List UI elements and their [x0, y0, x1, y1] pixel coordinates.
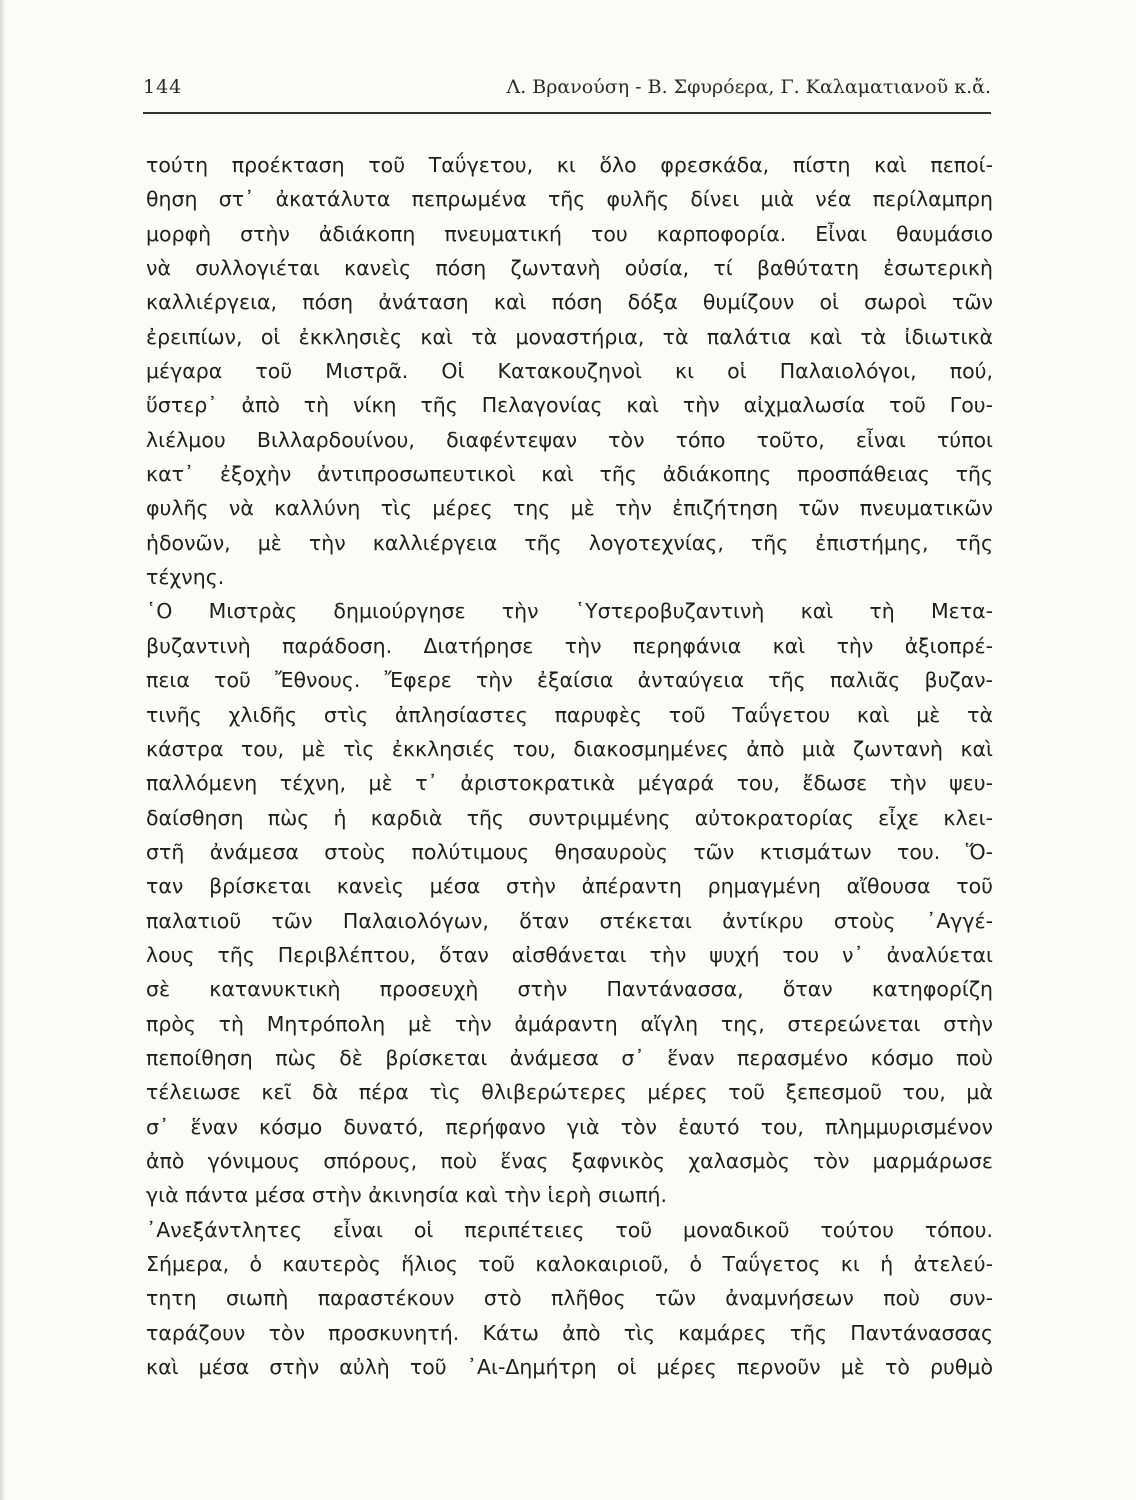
scan-edge-shadow: [0, 0, 6, 1500]
text-line: γιὰ πάντα μέσα στὴν ἀκινησία καὶ τὴν ἱερὴ σιωπή.: [146, 1183, 667, 1208]
text-line: βυζαντινὴ παράδοση. Διατήρησε τὴν περηφάνια καὶ τὴν ἀξιοπρέ-: [146, 633, 993, 658]
text-line: νὰ συλλογιέται κανεὶς πόση ζωντανὴ οὐσία, τί βαθύτατη ἐσωτερικὴ: [146, 256, 993, 281]
text-line: σὲ κατανυκτικὴ προσευχὴ στὴν Παντάνασσα, ὅταν κατηφορίζη: [146, 977, 993, 1002]
text-line: πρὸς τὴ Μητρόπολη μὲ τὴν ἀμάραντη αἴγλη της, στερεώνεται στὴν: [146, 1011, 993, 1036]
text-line: τινῆς χλιδῆς στὶς ἀπλησίαστες παρυφὲς τοῦ Ταΰγετου καὶ μὲ τὰ: [146, 702, 993, 727]
text-line: τητη σιωπὴ παραστέκουν στὸ πλῆθος τῶν ἀναμνήσεων ποὺ συν-: [146, 1286, 993, 1311]
text-line: στῆ ἀνάμεσα στοὺς πολύτιμους θησαυροὺς τῶν κτισμάτων του. Ὅ-: [146, 839, 993, 864]
text-line: λιέλμου Βιλλαρδουίνου, διαφέντεψαν τὸν τόπο τοῦτο, εἶναι τύποι: [146, 427, 993, 452]
text-line: παλατιοῦ τῶν Παλαιολόγων, ὅταν στέκεται ἀντίκρυ στοὺς ᾽Αγγέ-: [146, 908, 993, 933]
header-authors: Λ. Βρανούση - Β. Σφυρόερα, Γ. Καλαματιανοῦ κ.ἄ.: [506, 76, 991, 98]
text-line: ὕστερ᾽ ἀπὸ τὴ νίκη τῆς Πελαγονίας καὶ τὴν αἰχμαλωσία τοῦ Γου-: [146, 393, 993, 418]
text-line: ῾Ο Μιστρὰς δημιούργησε τὴν ῾Υστεροβυζαντινὴ καὶ τὴ Μετα-: [146, 599, 993, 624]
text-line: μέγαρα τοῦ Μιστρᾶ. Οἱ Κατακουζηνοὶ κι οἱ Παλαιολόγοι, πού,: [146, 359, 993, 384]
text-line: καὶ μέσα στὴν αὐλὴ τοῦ ᾽Αι-Δημήτρη οἱ μέρες περνοῦν μὲ τὸ ρυθμὸ: [146, 1355, 993, 1380]
text-line: τούτη προέκταση τοῦ Ταΰγετου, κι ὅλο φρεσκάδα, πίστη καὶ πεποί-: [146, 153, 993, 177]
text-line: καλλιέργεια, πόση ἀνάταση καὶ πόση δόξα θυμίζουν οἱ σωροὶ τῶν: [146, 290, 993, 315]
text-line: παλλόμενη τέχνη, μὲ τ᾽ ἀριστοκρατικὰ μέγαρά του, ἔδωσε τὴν ψευ-: [146, 771, 993, 796]
text-line: λους τῆς Περιβλέπτου, ὅταν αἰσθάνεται τὴν ψυχή του ν᾽ ἀναλύεται: [146, 942, 993, 967]
text-line: τέλειωσε κεῖ δὰ πέρα τὶς θλιβερώτερες μέρες τοῦ ξεπεσμοῦ του, μὰ: [146, 1080, 993, 1105]
text-line: κατ᾽ ἐξοχὴν ἀντιπροσωπευτικοὶ καὶ τῆς ἀδιάκοπης προσπάθειας τῆς: [146, 462, 993, 487]
text-line: ἀπὸ γόνιμους σπόρους, ποὺ ἕνας ξαφνικὸς χαλασμὸς τὸν μαρμάρωσε: [146, 1148, 993, 1173]
header-rule: [143, 112, 991, 114]
text-line: πεια τοῦ Ἔθνους. Ἔφερε τὴν ἐξαίσια ἀνταύγεια τῆς παλιᾶς βυζαν-: [146, 668, 993, 693]
text-line: θηση στ᾽ ἀκατάλυτα πεπρωμένα τῆς φυλῆς δίνει μιὰ νέα περίλαμπρη: [146, 187, 993, 212]
text-line: κάστρα του, μὲ τὶς ἐκκλησιές του, διακοσμημένες ἀπὸ μιὰ ζωντανὴ καὶ: [146, 736, 993, 761]
text-line: Σήμερα, ὁ καυτερὸς ἥλιος τοῦ καλοκαιριοῦ, ὁ Ταΰγετος κι ἡ ἀτελεύ-: [146, 1252, 993, 1276]
text-line: τέχνης.: [146, 565, 225, 590]
running-head: [143, 76, 991, 106]
text-line: ταν βρίσκεται κανεὶς μέσα στὴν ἀπέραντη ρημαγμένη αἴθουσα τοῦ: [146, 874, 993, 899]
text-line: ταράζουν τὸν προσκυνητή. Κάτω ἀπὸ τὶς καμάρες τῆς Παντάνασσας: [146, 1320, 993, 1345]
text-line: ᾽Ανεξάντλητες εἶναι οἱ περιπέτειες τοῦ μοναδικοῦ τούτου τόπου.: [146, 1217, 993, 1242]
text-line: μορφὴ στὴν ἀδιάκοπη πνευματική του καρποφορία. Εἶναι θαυμάσιο: [146, 221, 993, 246]
text-line: σ᾽ ἕναν κόσμο δυνατό, περήφανο γιὰ τὸν ἑαυτό του, πλημμυρισμένον: [146, 1114, 993, 1139]
text-line: δαίσθηση πὼς ἡ καρδιὰ τῆς συντριμμένης αὐτοκρατορίας εἶχε κλει-: [146, 805, 993, 830]
page-number: 144: [143, 76, 183, 98]
body-text: [146, 148, 993, 1384]
text-line: ἡδονῶν, μὲ τὴν καλλιέργεια τῆς λογοτεχνίας, τῆς ἐπιστήμης, τῆς: [146, 530, 993, 555]
text-line: φυλῆς νὰ καλλύνη τὶς μέρες της μὲ τὴν ἐπιζήτηση τῶν πνευματικῶν: [146, 496, 993, 521]
text-line: πεποίθηση πὼς δὲ βρίσκεται ἀνάμεσα σ᾽ ἕναν περασμένο κόσμο ποὺ: [146, 1045, 993, 1070]
text-line: ἐρειπίων, οἱ ἐκκλησιὲς καὶ τὰ μοναστήρια, τὰ παλάτια καὶ τὰ ἰδιωτικὰ: [146, 324, 993, 349]
